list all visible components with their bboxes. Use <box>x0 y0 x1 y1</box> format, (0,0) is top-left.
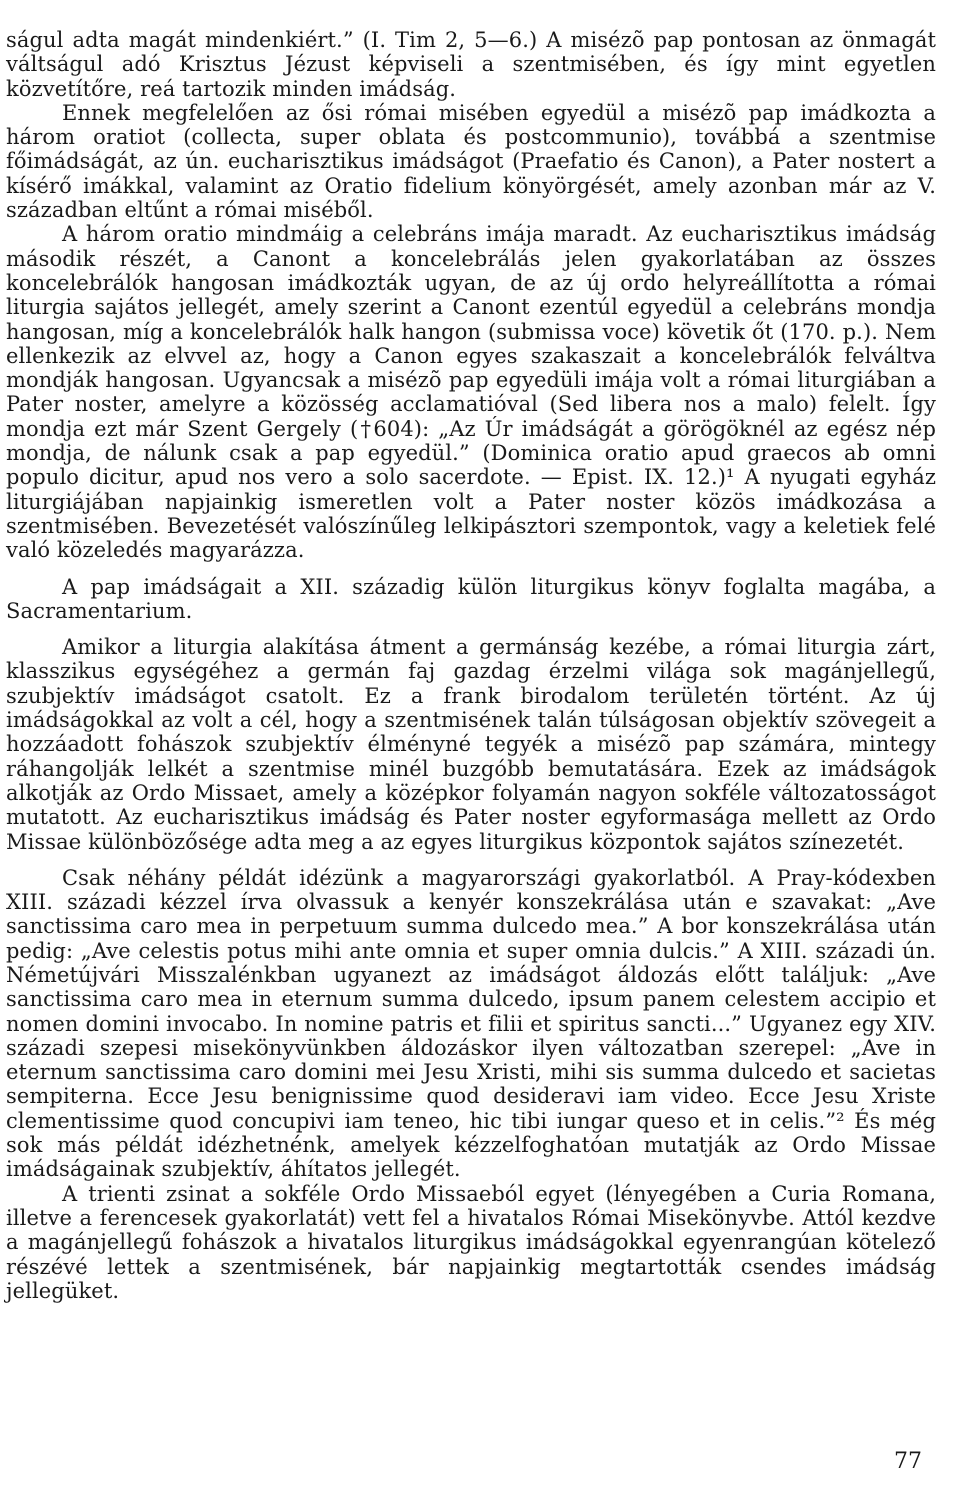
paragraph-5: Amikor a liturgia alakítása átment a germánság kezébe, a római liturgia zárt, klasszikus egységéhez a germán faj gazdag érzelmi világa sok magánjellegű, szubjektív imádságot csatolt. Ez a frank birodalom területén történt. Az új imádságokkal az volt a cél, hogy a szentmisének talán túlságosan objektív szövegeit a hozzáadott fohászok szubjektív élményné tegyék a misézõ pap számára, mintegy ráhangolják lelkét a szentmise minél buzgóbb bemutatására. Ezek az imádságok alkotják az Ordo Missaet, amely a középkor folyamán nagyon sokféle változatosságot mutatott. Az eucharisztikus imádság és Pater noster egyformasága mellett az Ordo Missae különbözősége adta meg a az egyes liturgikus központok sajátos színezetét. <box>6 635 936 854</box>
paragraph-3: A három oratio mindmáig a celebráns imája maradt. Az eucharisztikus imádság második részét, a Canont a koncelebrálás jelen gyakorlatában az összes koncelebrálók hangosan imádkozták ugyan, de az új ordo helyreállította a római liturgia sajátos jellegét, amely szerint a Canont ezentúl egyedül a celebráns mondja hangosan, míg a koncelebrálók halk hangon (submissa voce) követik őt (170. p.). Nem ellenkezik az elvvel az, hogy a Canon egyes szakaszait a koncelebrálók felváltva mondják hangosan. Ugyancsak a misézõ pap egyedüli imája volt a római liturgiában a Pater noster, amelyre a közösség acclamatióval (Sed libera nos a malo) felelt. Így mondja ezt már Szent Gergely (†604): „Az Úr imádságát a görögöknél az egész nép mondja, de nálunk csak a pap egyedül.” (Dominica oratio apud graecos ab omni populo dicitur, apud nos vero a solo sacerdote. — Epist. IX. 12.)¹ A nyugati egyház liturgiájában napjainkig ismeretlen volt a Pater noster közös imádkozása a szentmisében. Bevezetését valószínűleg lelkipásztori szempontok, vagy a keletiek felé való közeledés magyarázza. <box>6 222 936 563</box>
paragraph-1: ságul adta magát mindenkiért.” (I. Tim 2, 5—6.) A misézõ pap pontosan az önmagát váltságul adó Krisztus Jézust képviseli a szentmisében, és így mint egyetlen közvetítőre, reá tartozik minden imádság. <box>6 28 936 101</box>
page-number: 77 <box>894 1449 922 1474</box>
paragraph-6: Csak néhány példát idézünk a magyarországi gyakorlatból. A Pray-kódexben XIII. századi kézzel írva olvassuk a kenyér konszekrálása után e szavakat: „Ave sanctissima caro mea in perpetuum summa dulcedo mea.” A bor konszekrálása után pedig: „Ave celestis potus mihi ante omnia et super omnia dulcis.” A XIII. századi ún. Németújvári Misszalénkban ugyanezt az imádságot áldozás előtt találjuk: „Ave sanctissima caro mea in eternum summa dulcedo, ipsum panem celestem accipio et nomen domini invocabo. In nomine patris et filii et spiritus sancti...” Ugyanez egy XIV. századi szepesi misekönyvünkben áldozáskor ilyen változatban szerepel: „Ave in eternum sanctissima caro domini mei Jesu Xristi, mihi sis summa dulcedo et sacietas sempiterna. Ecce Jesu benignissime quod desideravi iam video. Ecce Jesu Xriste clementissime quod concupivi iam teneo, hic tibi iungar queso et in celis.”² És még sok más példát idézhetnénk, amelyek kézzelfoghatóan mutatják az Ordo Missae imádságainak szubjektív, áhítatos jellegét. <box>6 865 936 1182</box>
paragraph-2: Ennek megfelelően az ősi római misében egyedül a misézõ pap imádkozta a három oratiot (collecta, super oblata és postcommunio), továbbá a szentmise főimádságát, az ún. eucharisztikus imádságot (Praefatio és Canon), a Pater nostert a kísérő imákkal, valamint az Oratio fidelium könyörgését, amely azonban már az V. században eltűnt a római miséből. <box>6 100 936 223</box>
body-text <box>6 28 936 1303</box>
paragraph-7: A trienti zsinat a sokféle Ordo Missaeból egyet (lényegében a Curia Romana, illetve a ferencesek gyakorlatát) vett fel a hivatalos Római Misekönyvbe. Attól kezdve a magánjellegű fohászok a hivatalos liturgikus imádságokkal egyenrangúan kötelező részévé lettek a szentmisének, bár napjainkig megtartották csendes imádság jellegüket. <box>6 1181 936 1303</box>
paragraph-4: A pap imádságait a XII. századig külön liturgikus könyv foglalta magába, a Sacramentarium. <box>6 574 936 623</box>
